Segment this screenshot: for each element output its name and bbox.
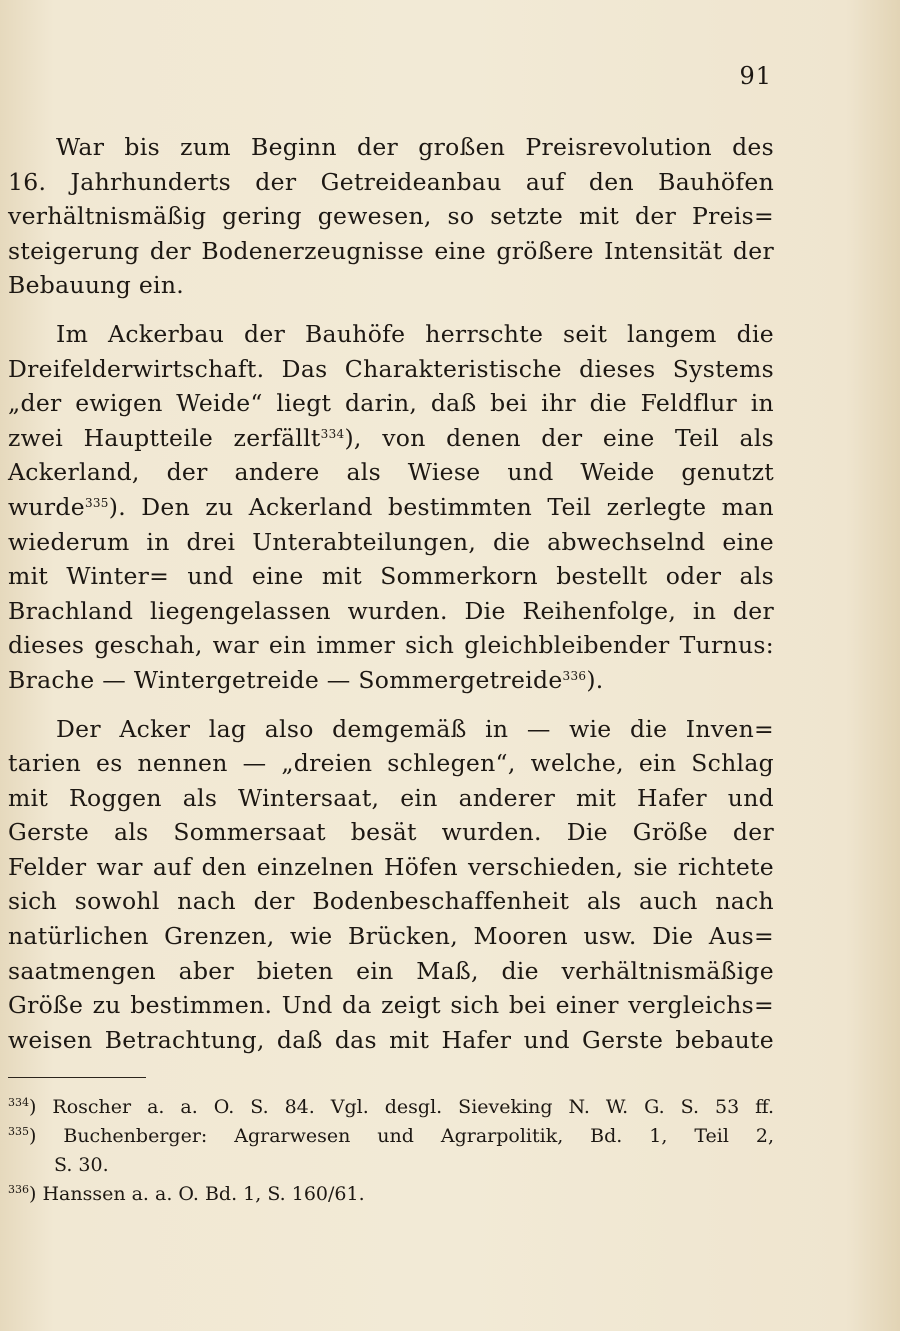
text-line <box>8 490 774 525</box>
text-segment: Dreifelderwirtschaft. Das Charakteristische dieses Systems <box>8 354 774 383</box>
text-line <box>8 559 774 594</box>
footnote-rule <box>8 1077 146 1078</box>
footnote-text: Buchenberger: Agrarwesen und Agrarpolitik, Bd. 1, Teil 2, <box>63 1125 774 1147</box>
text-line: Der Acker lag also demgemäß in — wie die Inven= <box>56 714 774 743</box>
text-line: weisen Betrachtung, daß das mit Hafer und Gerste bebaute <box>8 1025 774 1054</box>
text-line: War bis zum Beginn der großen Preisrevolution des <box>56 133 774 161</box>
footnote-marker: $^{334}$) <box>8 1096 53 1118</box>
text-segment: wurde <box>8 492 85 521</box>
paragraph-2 <box>8 317 774 698</box>
text-line: Bebauung ein. <box>8 271 185 300</box>
page-number: 91 <box>739 62 772 90</box>
footnote-number: 334 <box>8 1096 29 1109</box>
text-line <box>8 525 774 560</box>
text-line: Größe zu bestimmen. Und da zeigt sich bei einer vergleichs= <box>8 991 774 1020</box>
text-segment: Brache — Wintergetreide — Sommergetreide <box>8 665 563 694</box>
text-line: mit Roggen als Wintersaat, ein anderer mit Hafer und <box>8 783 774 812</box>
text-segment: ). Den zu Ackerland bestimmten Teil zerlegte man <box>108 492 774 521</box>
text-line: tarien es nennen — „dreien schlegen“, welche, ein Schlag <box>8 749 774 778</box>
footnote-334 <box>8 1093 774 1122</box>
text-line <box>8 628 774 663</box>
footnote-335-continuation: S. 30. <box>54 1154 109 1176</box>
text-line <box>8 421 774 456</box>
text-line <box>8 317 774 352</box>
footnotes <box>8 1093 774 1209</box>
text-segment: dieses geschah, war ein immer sich gleichbleibender Turnus: <box>8 631 774 660</box>
footnote-335 <box>8 1122 774 1151</box>
text-line: Gerste als Sommersaat besät wurden. Die Größe der <box>8 818 774 847</box>
footnote-336 <box>8 1180 774 1209</box>
footnote-ref-335: 335 <box>84 495 109 510</box>
footnote-marker: $^{335}$) <box>8 1125 64 1147</box>
text-segment: Ackerland, der andere als Wiese und Weide genutzt <box>8 458 774 487</box>
text-line <box>8 386 774 421</box>
text-segment: Brachland liegengelassen wurden. Die Reihenfolge, in der <box>8 596 774 625</box>
text-segment: zwei Hauptteile zerfällt <box>8 423 321 452</box>
text-line: saatmengen aber bieten ein Maß, die verhältnismäßige <box>8 956 774 985</box>
text-line <box>8 663 774 698</box>
text-segment: „der ewigen Weide“ liegt darin, daß bei ihr die Feldflur in <box>8 389 774 418</box>
text-line: verhältnismäßig gering gewesen, so setzte mit der Preis= <box>8 202 774 231</box>
text-line <box>8 594 774 629</box>
text-segment: Im Ackerbau der Bauhöfe herrschte seit langem die <box>56 319 774 348</box>
footnote-ref-334: 334 <box>320 426 345 441</box>
footnote-marker: $^{336}$) <box>8 1183 43 1205</box>
footnote-ref-336: 336 <box>562 668 587 683</box>
footnote-number: 335 <box>8 1125 29 1138</box>
footnote-number: 336 <box>8 1183 29 1196</box>
text-line: natürlichen Grenzen, wie Brücken, Mooren usw. Die Aus= <box>8 922 774 951</box>
body-text <box>8 130 774 1071</box>
text-line <box>8 455 774 490</box>
footnote-text: Roscher a. a. O. S. 84. Vgl. desgl. Sieveking N. W. G. S. 53 ff. <box>52 1096 774 1118</box>
text-segment: ), von denen der eine Teil als <box>344 423 774 452</box>
text-segment: mit Winter= und eine mit Sommerkorn bestellt oder als <box>8 562 774 591</box>
text-line: steigerung der Bodenerzeugnisse eine größere Intensität der <box>8 236 774 265</box>
footnote-text: Hanssen a. a. O. Bd. 1, S. 160/61. <box>42 1183 365 1205</box>
text-segment: wiederum in drei Unterabteilungen, die abwechselnd eine <box>8 527 774 556</box>
paragraph-1 <box>8 130 774 303</box>
text-line: Felder war auf den einzelnen Höfen verschieden, sie richtete <box>8 852 774 881</box>
text-line: 16. Jahrhunderts der Getreideanbau auf den Bauhöfen <box>8 167 774 196</box>
text-line <box>8 352 774 387</box>
paragraph-3 <box>8 712 774 1058</box>
text-line: sich sowohl nach der Bodenbeschaffenheit als auch nach <box>8 887 774 916</box>
text-segment: ). <box>586 665 604 694</box>
